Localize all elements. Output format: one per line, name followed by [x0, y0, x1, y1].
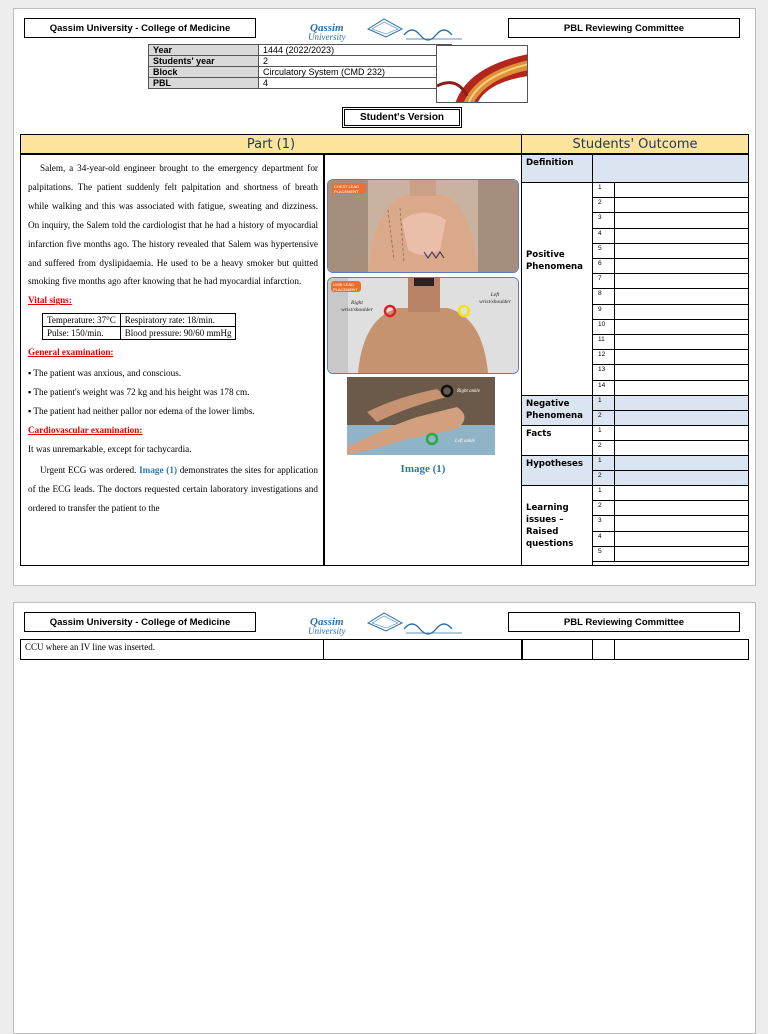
cardio-exam-text: It was unremarkable, except for tachycardia.	[28, 443, 192, 454]
outcome-entry-field[interactable]	[615, 274, 748, 289]
outcome-entry-field[interactable]	[615, 365, 748, 380]
outcome-hypotheses: Hypotheses	[522, 456, 593, 486]
row-number: 2	[593, 471, 615, 486]
outcome-entry-field[interactable]	[615, 289, 748, 304]
info-value-pbl: 4	[259, 78, 452, 89]
row-number: 12	[593, 350, 615, 365]
outcome-entry-field[interactable]	[615, 229, 748, 244]
outcome-entry-field[interactable]	[615, 471, 748, 486]
row-number: 5	[593, 244, 615, 259]
info-value-year: 1444 (2022/2023)	[259, 45, 452, 56]
outcome-entry-field[interactable]	[615, 547, 748, 562]
vital-pulse: Pulse: 150/min.	[43, 327, 121, 340]
outcome-entry-field[interactable]	[615, 305, 748, 320]
continuation-category-cell	[521, 639, 593, 660]
row-number: 4	[593, 532, 615, 547]
info-key-pbl: PBL	[149, 78, 259, 89]
ankle-lead-photo	[347, 377, 495, 455]
info-key-students-year: Students' year	[149, 56, 259, 67]
svg-text:Qassim: Qassim	[310, 22, 344, 34]
university-logo	[306, 17, 466, 43]
outcome-entry-field[interactable]	[615, 259, 748, 274]
svg-text:Qassim: Qassim	[310, 616, 344, 628]
row-number: 10	[593, 320, 615, 335]
image-column	[324, 154, 522, 566]
row-number: 1	[593, 426, 615, 441]
row-number: 1	[593, 486, 615, 501]
outcome-entry-field[interactable]	[615, 335, 748, 350]
vital-blood-pressure: Blood pressure: 90/60 mmHg	[120, 327, 236, 340]
continuation-number-cell	[592, 639, 615, 660]
outcome-entry-field[interactable]	[615, 213, 748, 228]
row-number: 8	[593, 289, 615, 304]
outcome-entry-field[interactable]	[615, 381, 748, 396]
definition-field	[593, 155, 748, 183]
limb-lead-tag: LIMB LEAD PLACEMENT	[333, 282, 358, 292]
row-number: 2	[593, 501, 615, 516]
vital-signs-heading: Vital signs:	[28, 295, 72, 306]
outcome-entry-field[interactable]	[615, 501, 748, 516]
outcome-positive: Positive Phenomena	[522, 183, 593, 396]
vital-respiratory-rate: Respiratory rate: 18/min.	[120, 314, 236, 327]
document-page-1	[13, 8, 756, 586]
row-number: 7	[593, 274, 615, 289]
case-paragraph: Salem, a 34-year-old engineer brought to the emergency department for palpitations. The patient suddenly felt palpitation and shortness of breath while walking and this was associated with fatigue, sweating and dizziness. On inquiry, the Salem told the cardiologist that he had a history of myocardial infarction five months ago. The history revealed that Salem was hypertensive and suffered from dyslipidaemia. He used to be a heavy smoker but quitted smoking five months ago after knowing that he had myocardial infarction.	[28, 163, 318, 287]
info-key-block: Block	[149, 67, 259, 78]
outcome-entry-field[interactable]	[615, 486, 748, 501]
header-committee: PBL Reviewing Committee	[508, 18, 740, 38]
row-number: 5	[593, 547, 615, 562]
info-value-students-year: 2	[259, 56, 452, 67]
document-page-2	[13, 602, 756, 1034]
continuation-field-cell	[614, 639, 749, 660]
artery-illustration	[436, 45, 528, 103]
outcome-entry-field[interactable]	[615, 441, 748, 456]
general-exam-heading: General examination:	[28, 347, 114, 358]
image-reference: Image (1)	[139, 464, 177, 475]
ecg-paragraph: Urgent ECG was ordered. Image (1) demonstrates the sites for application of the ECG leads. The doctors requested certain laboratory investigations and ordered to transfer the patient to the	[28, 464, 318, 513]
outcome-title: Students' Outcome	[521, 134, 749, 154]
list-item: ▪ The patient's weight was 72 kg and his height was 178 cm.	[28, 387, 250, 398]
header-university: Qassim University - College of Medicine	[24, 612, 256, 632]
info-key-year: Year	[149, 45, 259, 56]
chest-lead-photo	[327, 179, 519, 273]
outcome-entry-field[interactable]	[615, 411, 748, 426]
row-number: 9	[593, 305, 615, 320]
outcome-entry-field[interactable]	[615, 516, 748, 531]
left-ankle-label: Left ankle	[455, 439, 475, 444]
row-number: 3	[593, 516, 615, 531]
outcome-negative: Negative Phenomena	[522, 396, 593, 426]
image-caption: Image (1)	[400, 463, 446, 475]
outcome-entry-field[interactable]	[615, 320, 748, 335]
outcome-facts: Facts	[522, 426, 593, 456]
student-version-label: Student's Version	[344, 109, 460, 126]
continuation-text: CCU where an IV line was inserted.	[20, 639, 324, 660]
outcome-entry-field[interactable]	[615, 183, 748, 198]
outcome-entry-field[interactable]	[615, 350, 748, 365]
row-number: 6	[593, 259, 615, 274]
row-number: 2	[593, 198, 615, 213]
row-number: 14	[593, 381, 615, 396]
outcome-entry-field[interactable]	[615, 532, 748, 547]
outcome-entry-field[interactable]	[615, 198, 748, 213]
row-number: 4	[593, 229, 615, 244]
university-logo	[306, 611, 466, 637]
outcome-entry-field[interactable]	[615, 244, 748, 259]
row-number: 1	[593, 396, 615, 411]
right-wrist-label: Right wrist/shoulder	[341, 300, 373, 313]
limb-lead-photo	[327, 277, 519, 374]
case-text-column	[20, 154, 324, 566]
row-number: 2	[593, 441, 615, 456]
row-number: 2	[593, 411, 615, 426]
row-number: 11	[593, 335, 615, 350]
part-title: Part (1)	[20, 134, 522, 154]
pbl-info-table	[148, 44, 452, 89]
vital-temperature: Temperature: 37°C	[43, 314, 121, 327]
continuation-image-cell	[323, 639, 523, 660]
right-ankle-label: Right ankle	[457, 389, 480, 394]
students-outcome-table	[521, 154, 749, 566]
svg-text:University: University	[308, 32, 346, 42]
outcome-learning: Learning issues – Raised questions	[522, 486, 593, 566]
general-exam-list	[28, 364, 318, 421]
svg-text:University: University	[308, 626, 346, 636]
chest-lead-tag: CHEST LEAD PLACEMENT	[334, 184, 360, 194]
vital-signs-table	[42, 313, 236, 340]
row-number: 1	[593, 456, 615, 471]
outcome-entry-field[interactable]	[615, 426, 748, 441]
header-university: Qassim University - College of Medicine	[24, 18, 256, 38]
cardio-exam-heading: Cardiovascular examination:	[28, 424, 143, 435]
left-wrist-label: Left wrist/shoulder	[479, 292, 511, 305]
row-number: 1	[593, 183, 615, 198]
outcome-definition: Definition	[522, 155, 593, 183]
outcome-entry-field[interactable]	[615, 396, 748, 411]
list-item: ▪ The patient had neither pallor nor edema of the lower limbs.	[28, 405, 255, 416]
row-number: 3	[593, 213, 615, 228]
outcome-entry-field[interactable]	[615, 456, 748, 471]
info-value-block: Circulatory System (CMD 232)	[259, 67, 452, 78]
header-committee: PBL Reviewing Committee	[508, 612, 740, 632]
list-item: ▪ The patient was anxious, and conscious.	[28, 368, 182, 379]
row-number: 13	[593, 365, 615, 380]
